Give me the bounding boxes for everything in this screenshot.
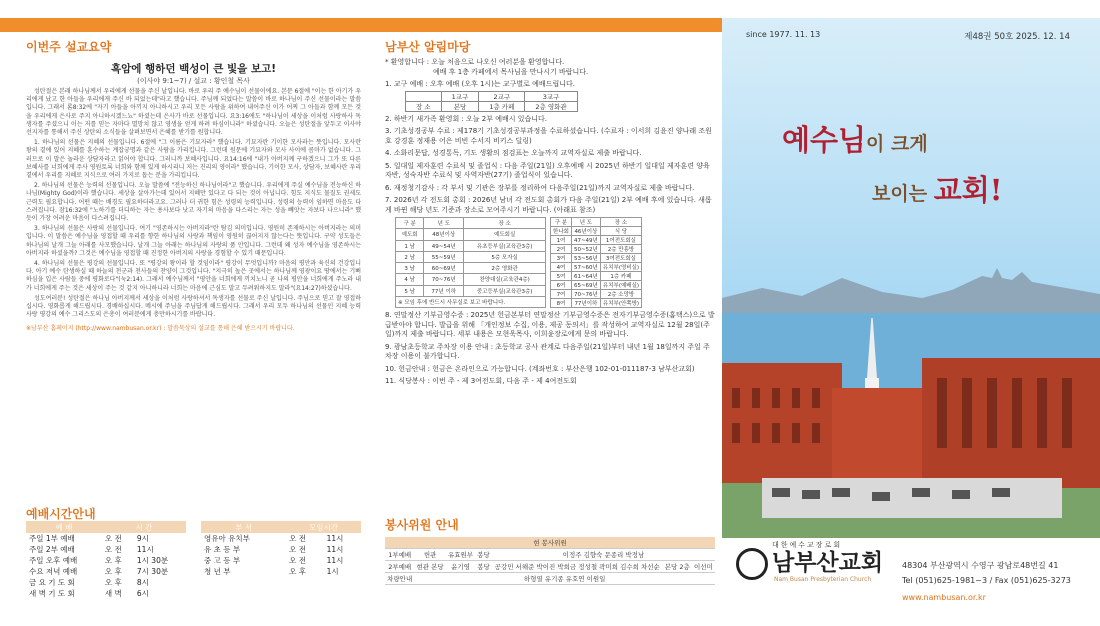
cell: 이선미 xyxy=(692,561,715,573)
cell: 본당 xyxy=(441,101,479,111)
cell: 9시 xyxy=(136,534,149,543)
cell: 4여 xyxy=(551,263,572,272)
church-logo-icon xyxy=(736,548,768,580)
cell: 유치부(예배실) xyxy=(600,281,641,290)
cell: 1층 카페 xyxy=(479,101,525,111)
cell: 봉당 xyxy=(475,561,492,573)
cell: 수요 저녁 예배 xyxy=(29,567,78,576)
table-row xyxy=(201,544,361,555)
news-item: 2. 하반기 새가족 환영회 : 오늘 2부 예배시 있습니다. xyxy=(385,114,547,123)
cell: 60~69년 xyxy=(424,263,464,274)
cell: 1층 카페 xyxy=(600,272,641,281)
cover-sky xyxy=(722,18,1100,538)
table-row xyxy=(201,555,361,566)
cell: 7여 xyxy=(551,290,572,299)
cell: 오 전 xyxy=(289,545,306,554)
slogan-text: 교회! xyxy=(933,173,1003,207)
volunteer-section-title: 봉사위원 안내 xyxy=(385,518,459,532)
news-item: 7. 2026년 각 전도회 총회 : 2026년 남녀 각 전도회 총회가 다음 주일(21일) 2부 예배 후에 있습니다. 새롭게 바뀐 해당 년도 기준과 장소로 모여주시기 바랍니다. (아래표 참조) xyxy=(385,196,712,214)
cell: 현관 본당 xyxy=(414,561,445,573)
table-row xyxy=(26,555,186,566)
cell: 2층 영화관 xyxy=(525,101,577,111)
cell: 6여 xyxy=(551,281,572,290)
cell: 2여 xyxy=(551,245,572,254)
cell: 65~69년 xyxy=(571,281,600,290)
mountain-skyline-graphic xyxy=(722,268,1100,318)
table-row xyxy=(385,573,715,585)
cell: 2층 소망방 xyxy=(600,290,641,299)
sermon-title: 흑암에 행하던 백성이 큰 빛을 보고! xyxy=(110,63,277,75)
cell: 5층 모자실 xyxy=(464,251,546,262)
mission-society-tables xyxy=(395,217,715,308)
cell: 하형열 유기종 유호연 이원일 xyxy=(414,573,715,585)
sermon-paragraph: 성도여러분! 성탄절은 하나님 아버지께서 세상을 이처럼 사랑하셔서 독생자를 선물로 주신 날입니다. 주님으로 믿고 잘 영접하십시다. 영화롭게 해드립시다. 경배하십시다. 메시에 주님을 주님답게 해드립시다. 그래서 우리 모두 하나님의 선물인 지혜 능력 사랑 평강의 예수 그리스도의 은총이 여러분에게 충만하시기를 바랍니다. xyxy=(26,294,361,319)
cell: 1교구 xyxy=(441,91,479,101)
cell: 77년 이하 xyxy=(424,285,464,296)
news-item: 11. 식당봉사 : 이번 주 - 제 3여전도회, 다음 주 - 제 4여전도회 xyxy=(385,377,577,385)
slogan-line-2 xyxy=(872,168,1002,209)
cell: 1여 xyxy=(551,236,572,245)
table-row xyxy=(26,544,186,555)
cell: 7시 30분 xyxy=(136,567,169,576)
cell: 년 도 xyxy=(424,218,464,229)
cell: 구 분 xyxy=(551,218,572,227)
cell: 11시 xyxy=(326,534,344,543)
cell: 한나회 xyxy=(551,227,572,236)
worship-section-title: 예배시간안내 xyxy=(26,507,96,521)
district-table xyxy=(405,91,578,112)
cell: 2층 만흥방 xyxy=(600,245,641,254)
cell: 장 소 xyxy=(406,101,442,111)
news-item: 9. 광남초등학교 주차장 이용 안내 : 초등학교 공사 관계로 다음주일(21일)부터 내년 1월 18일까지 주일 주차장 이용이 불가합니다. xyxy=(385,342,710,360)
col-header: 현 봉사위원 xyxy=(385,537,715,549)
col-header: 모임시간 xyxy=(286,521,361,533)
volunteer-info xyxy=(385,516,715,585)
cell: 주일 오후 예배 xyxy=(29,556,78,565)
cell: 70~76년 xyxy=(424,274,464,285)
church-address: 48304 부산광역시 수영구 광남로48번길 41 xyxy=(902,561,1059,570)
cell: 2부예배 xyxy=(385,561,414,573)
cell: 2교구 xyxy=(479,91,525,101)
news-section-title: 남부산 알림마당 xyxy=(385,40,471,54)
table-row xyxy=(26,588,186,599)
cell: 49~54년 xyxy=(424,240,464,251)
cell: 예도회 xyxy=(396,229,424,240)
slogan-line-1 xyxy=(782,118,928,159)
news-item: 6. 재정청기감사 : 각 부서 및 기관은 장부를 정리하여 다음주일(21일)까지 교역자실로 제출 바랍니다. xyxy=(385,183,695,192)
col-header: 시 간 xyxy=(102,521,186,533)
slogan-text: 이 크게 xyxy=(866,133,928,155)
cell: 5 남 xyxy=(396,285,424,296)
cell: 55~59년 xyxy=(424,251,464,262)
cell: 77년이하 xyxy=(571,299,600,308)
church-phone: Tel (051)625-1981~3 / Fax (051)625-3273 xyxy=(902,576,1071,585)
since-date: since 1977. 11. 13 xyxy=(746,30,821,39)
worship-schedule xyxy=(26,505,366,598)
sermon-footnote: ※남부산 홈페이지 (http://www.nambusan.or.kr) : 말씀묵상의 설교를 통해 은혜 받으시기 바랍니다. xyxy=(26,325,295,333)
cell: 유 초 등 부 xyxy=(204,545,241,554)
table-row xyxy=(385,561,715,573)
cell: 1시 30분 xyxy=(136,556,169,565)
cell: 찬양대실(교육관4층) xyxy=(464,274,546,285)
cell: 봉당 xyxy=(475,549,492,561)
cell: 오 전 xyxy=(104,534,122,543)
cell: 금 요 기 도 회 xyxy=(29,578,75,587)
table-row xyxy=(201,566,361,577)
cell: 46년이상 xyxy=(571,227,600,236)
cell: 차량안내 xyxy=(385,573,414,585)
cell: 2 남 xyxy=(396,251,424,262)
news-item: 3. 기초성경공부 수료 : 제178기 기초성경공부과정을 수료하셨습니다. (수료자 : 이서희 김윤진 양나래 조원호 강경훈 정재용 어은 비빈 수서지 비키스 딜링) xyxy=(385,127,712,145)
table-row xyxy=(26,533,186,544)
news-welcome: * 환영합니다 : 오늘 처음으로 나오신 여러분을 환영합니다. xyxy=(385,58,565,66)
sermon-paragraph: 2. 하나님의 선물은 능력의 선물입니다. 오늘 말씀에 "전능하신 하나님이라"고 했습니다. 우리에게 주실 예수님을 전능하신 하나님(Mighty God)이라 했습니다. 세상을 살아가는데 있어서 지혜만 있다고 다 되는 것이 아닙니다. 힘도 지식도 물질도 권세도 근력도 필요합니다. 어떤 때는 배경도 필요하더라고요. 그러나 더 귀한 힘은 성령의 능력입니다. 성령의 능력이 임하면 마음도 다스려집니다. 잠16:32에 "노하기를 더디하는 자는 용사보다 낫고 자기의 마음을 다스리는 자는 성을 빼앗는 자보다 나으니라" 했듯이 가장 어려운 마음이 다스려집니다. xyxy=(26,182,361,223)
cell: 11시 xyxy=(136,545,154,554)
cell: 3여 xyxy=(551,254,572,263)
table-note: ※ 모임 후에 반드시 사무실로 보고 바랍니다. xyxy=(396,296,546,307)
cell: 11시 xyxy=(326,545,344,554)
worship-table xyxy=(26,521,186,599)
cell: 유효원부 xyxy=(446,549,475,561)
cell: 47~49년 xyxy=(571,236,600,245)
cell: 2층 영화관 xyxy=(464,263,546,274)
news-item: 4. 소화리문답, 성경통독, 기도 생활의 점검표는 오늘까지 교역자실로 제출 바랍니다. xyxy=(385,149,642,157)
sermon-paragraph: 1. 하나님의 선물은 지혜의 선물입니다. 6절에 "그 이름은 기묘자라" 했습니다. 기묘자란 기이한 모사라는 뜻입니다. 모사란 왕의 곁에 있어 지혜를 훈수하는 계잡궁명과 같은 사람을 가리킵니다. 그런데 원문에 기묘자와 모사 사이에 콤마가 없습니다. 그러므로 이 말은 놀라운 상담자라고 읽어야 합니다. 그러니까 보혜사입니다. 요14:16에 "내가 아버지께 구하겠으니 그가 또 다른 보혜사를 너희에게 주사 영원토록 너희와 함께 있게 하시리니 저는 진리의 영이라" 했습니다. 기이한 모사, 상담자, 보혜사란 우리 곁에서 우리를 지혜로 지식으로 여러 가지로 돕는 분을 가리킵니다. xyxy=(26,139,361,180)
cell: 중 고 등 부 xyxy=(204,556,241,565)
church-english-name: Nam Busan Presbyterian Church xyxy=(774,576,872,583)
cell: 오 전 xyxy=(289,534,306,543)
cell: 4 남 xyxy=(396,274,424,285)
cell: 오 후 xyxy=(104,567,122,576)
cell: 오 후 xyxy=(104,578,122,587)
cell: 3 남 xyxy=(396,263,424,274)
cell: 오 후 xyxy=(104,556,122,565)
table-row xyxy=(26,577,186,588)
cell: 57~60년 xyxy=(571,263,600,272)
cell: 구 분 xyxy=(396,218,424,229)
church-footer xyxy=(722,538,1100,626)
cell: 중고등부실(교육관3층) xyxy=(464,285,546,296)
news-welcome-sub: 예배 후 1층 카페에서 목사님을 만나시기 바랍니다. xyxy=(433,67,589,76)
cell: 영유아 유치부 xyxy=(204,534,250,543)
cell: 오 후 xyxy=(289,567,306,576)
cell: 년 도 xyxy=(571,218,600,227)
news-item: 5. 일대일 제자훈련 수료식 및 졸업식 : 다음 주일(21일) 오후예배 시 2025년 하반기 일대일 제자훈련 양육자반, 성숙자반 수료식 및 사역자반(27기) 졸업식이 있습니다. xyxy=(385,161,710,179)
issue-info: 제48권 50호 2025. 12. 14 xyxy=(964,32,1070,42)
table-row xyxy=(385,549,715,561)
cell: 8시 xyxy=(136,578,149,587)
cell: 청 년 부 xyxy=(204,567,231,576)
top-orange-band xyxy=(0,18,722,32)
church-name: 남부산교회 xyxy=(772,550,884,576)
cell: 48년이상 xyxy=(424,229,464,240)
col-header: 예 배 xyxy=(26,521,102,533)
cell: 53~56년 xyxy=(571,254,600,263)
cell: 장 소 xyxy=(600,218,641,227)
table-row xyxy=(201,533,361,544)
cell: 주일 2부 예배 xyxy=(29,545,75,554)
cell: 새 벽 기 도 회 xyxy=(29,589,75,598)
denomination-name: 대한예수교장로회 xyxy=(772,541,843,549)
cell: 5여 xyxy=(551,272,572,281)
cell: 오 전 xyxy=(104,545,122,554)
cell: 식 당 xyxy=(600,227,641,236)
cell: 새 벽 xyxy=(104,589,122,598)
sermon-paragraph: 4. 하나님의 선물은 평강의 선물입니다. 또 "평강의 왕이라 할 것임이라" 평강이 무엇입니까? 마음의 평안과 육신의 건강입니다. 아기 예수 탄생하실 때 하늘의 천군과 천사들의 찬양이 그것입니다. "지극히 높은 곳에서는 하나님께 영광이요 땅에서는 기뻐하심을 입은 사람들 중에 평화로다"(눅2:14). 그래서 예수님께서 "평안을 너희에게 끼치노니 곧 나의 평안을 너희에게 주노라 내가 너희에게 주는 것은 세상이 주는 것 같지 아니하니라 너희는 마음에 근심도 말고 두려워하지도 말라"(요14:27)하셨습니다. xyxy=(26,260,361,292)
cell: 이정주 김향숙 문종리 박정남 xyxy=(492,549,715,561)
cell: 3교구 xyxy=(525,91,577,101)
sermon-reference: (이사야 9:1~7) / 설교 : 황인철 목사 xyxy=(137,77,250,85)
cell: 8여 xyxy=(551,299,572,308)
cell: 주일 1부 예배 xyxy=(29,534,75,543)
slogan-text: 예수님 xyxy=(782,123,867,157)
cell: 11시 xyxy=(326,556,344,565)
sermon-paragraph: 성탄절은 본래 하나님께서 우리에게 선물을 주신 날입니다. 바로 우리 주 예수님이 선물이에요. 본문 6절에 "이는 한 아기가 우리에게 났고 한 아들을 우리에게 주신 바 되었는데"라고 했습니다. 주님께 되었다는 말씀이 바로 하나님이 주신 선물이라는 말씀입니다. 그래서 롬8:32에 "자기 아들을 아끼지 아니하시고 우리 모든 사람을 위하여 내어주신 이가 어찌 그 아들과 함께 모든 것을 우리에게 은사로 주지 아니하시겠느뇨" 하셨는데 은사가 바로 선물입니다. 요3:16에도 "하나님이 세상을 이처럼 사랑하사 독생자를 주셨으니 이는 저를 믿는 자마다 멸망치 않고 영생을 얻게 하려 하심이니라" 하셨습니다. 오늘은 성탄절을 앞두고 이사야 선지자를 통해서 주신 상탄의 소식들을 살펴보면서 은혜를 받기를 원합니다. xyxy=(26,88,361,137)
cell: 50~52년 xyxy=(571,245,600,254)
cell: 윤기영 xyxy=(446,561,475,573)
cell: 6시 xyxy=(136,589,149,598)
news-item: 8. 연말정산 기부금영수증 : 2025년 헌금본부터 연말정산 기부금영수증은 전자기부금영수증(홈택스)으로 발급받아야 합니다. 발급을 위해 「개인정보 수집, 이용, 제공 동의서」를 작성하여 교역자실로 12월 28일(주일)까지 제출 바랍니다. 세부 내용은 모현욱목사, 이희윤장로에게 문의 바랍니다. xyxy=(385,311,715,338)
cell: 유치부(안쪽방) xyxy=(600,299,641,308)
news-item: 1. 교구 예배 : 오후 예배 (오후 1시)는 교구별로 예배드립니다. xyxy=(385,80,575,88)
news-board xyxy=(385,38,715,508)
cell: 1부예배 xyxy=(385,549,414,561)
slogan-text: 보이는 xyxy=(872,183,934,205)
cell: 1 남 xyxy=(396,240,424,251)
col-header: 부 서 xyxy=(201,521,286,533)
cell: 헌관 xyxy=(414,549,445,561)
sermon-summary xyxy=(26,38,361,538)
cell: 본당 2층 xyxy=(663,561,692,573)
cell: 유치부(영비실) xyxy=(600,263,641,272)
volunteer-table xyxy=(385,537,715,585)
cell xyxy=(406,91,442,101)
cell: 오 전 xyxy=(289,556,306,565)
cell: 1시 xyxy=(326,567,339,576)
sermon-paragraph: 3. 하나님의 선물은 사랑의 선물입니다. 여기 "영존하시는 아버지라"란 탐김 의미입니다. 영원히 존재하시는 아버지라는 의미입니다. 이 말씀은 예수님을 영접할 때 우리를 향한 하나님의 사랑과 책임이 영원히 끊어지지 않는다는 뜻입니다. 구약 성도들은 하나님의 날개 그늘 아래를 사모했습니다. 날개 그늘 아래는 하나님의 사랑의 품 안입니다. 그런데 왜 성자 예수님을 영존하시는 아버지라 하셨을까? 그것은 예수님을 영접할 때 진정한 아버지의 사랑을 경험할 수 있기 때문입니다. xyxy=(26,225,361,257)
bulletin-cover xyxy=(722,18,1100,626)
women-society-table xyxy=(550,217,642,308)
church-building-graphic xyxy=(722,318,1100,538)
cell: 1여전도회실 xyxy=(600,236,641,245)
cell: 공강민 서해준 박이진 박희금 정성철 곽미희 김수희 차선순 xyxy=(492,561,663,573)
news-item: 10. 헌금안내 : 헌금은 온라인으로 가능합니다. (계좌번호 : 부산은행 102-01-011187-3 남부산교회) xyxy=(385,364,695,373)
cell: 70~76년 xyxy=(571,290,600,299)
department-table xyxy=(201,521,361,577)
cell: 유초등부실(교육관3층) xyxy=(464,240,546,251)
cell: 예도회실 xyxy=(464,229,546,240)
sermon-section-title: 이번주 설교요약 xyxy=(26,40,112,54)
table-row xyxy=(26,566,186,577)
cell: 61~64년 xyxy=(571,272,600,281)
cell: 장 소 xyxy=(464,218,546,229)
men-society-table xyxy=(395,217,546,308)
cell: 3여전도회실 xyxy=(600,254,641,263)
church-website-link[interactable]: www.nambusan.or.kr xyxy=(902,593,986,602)
